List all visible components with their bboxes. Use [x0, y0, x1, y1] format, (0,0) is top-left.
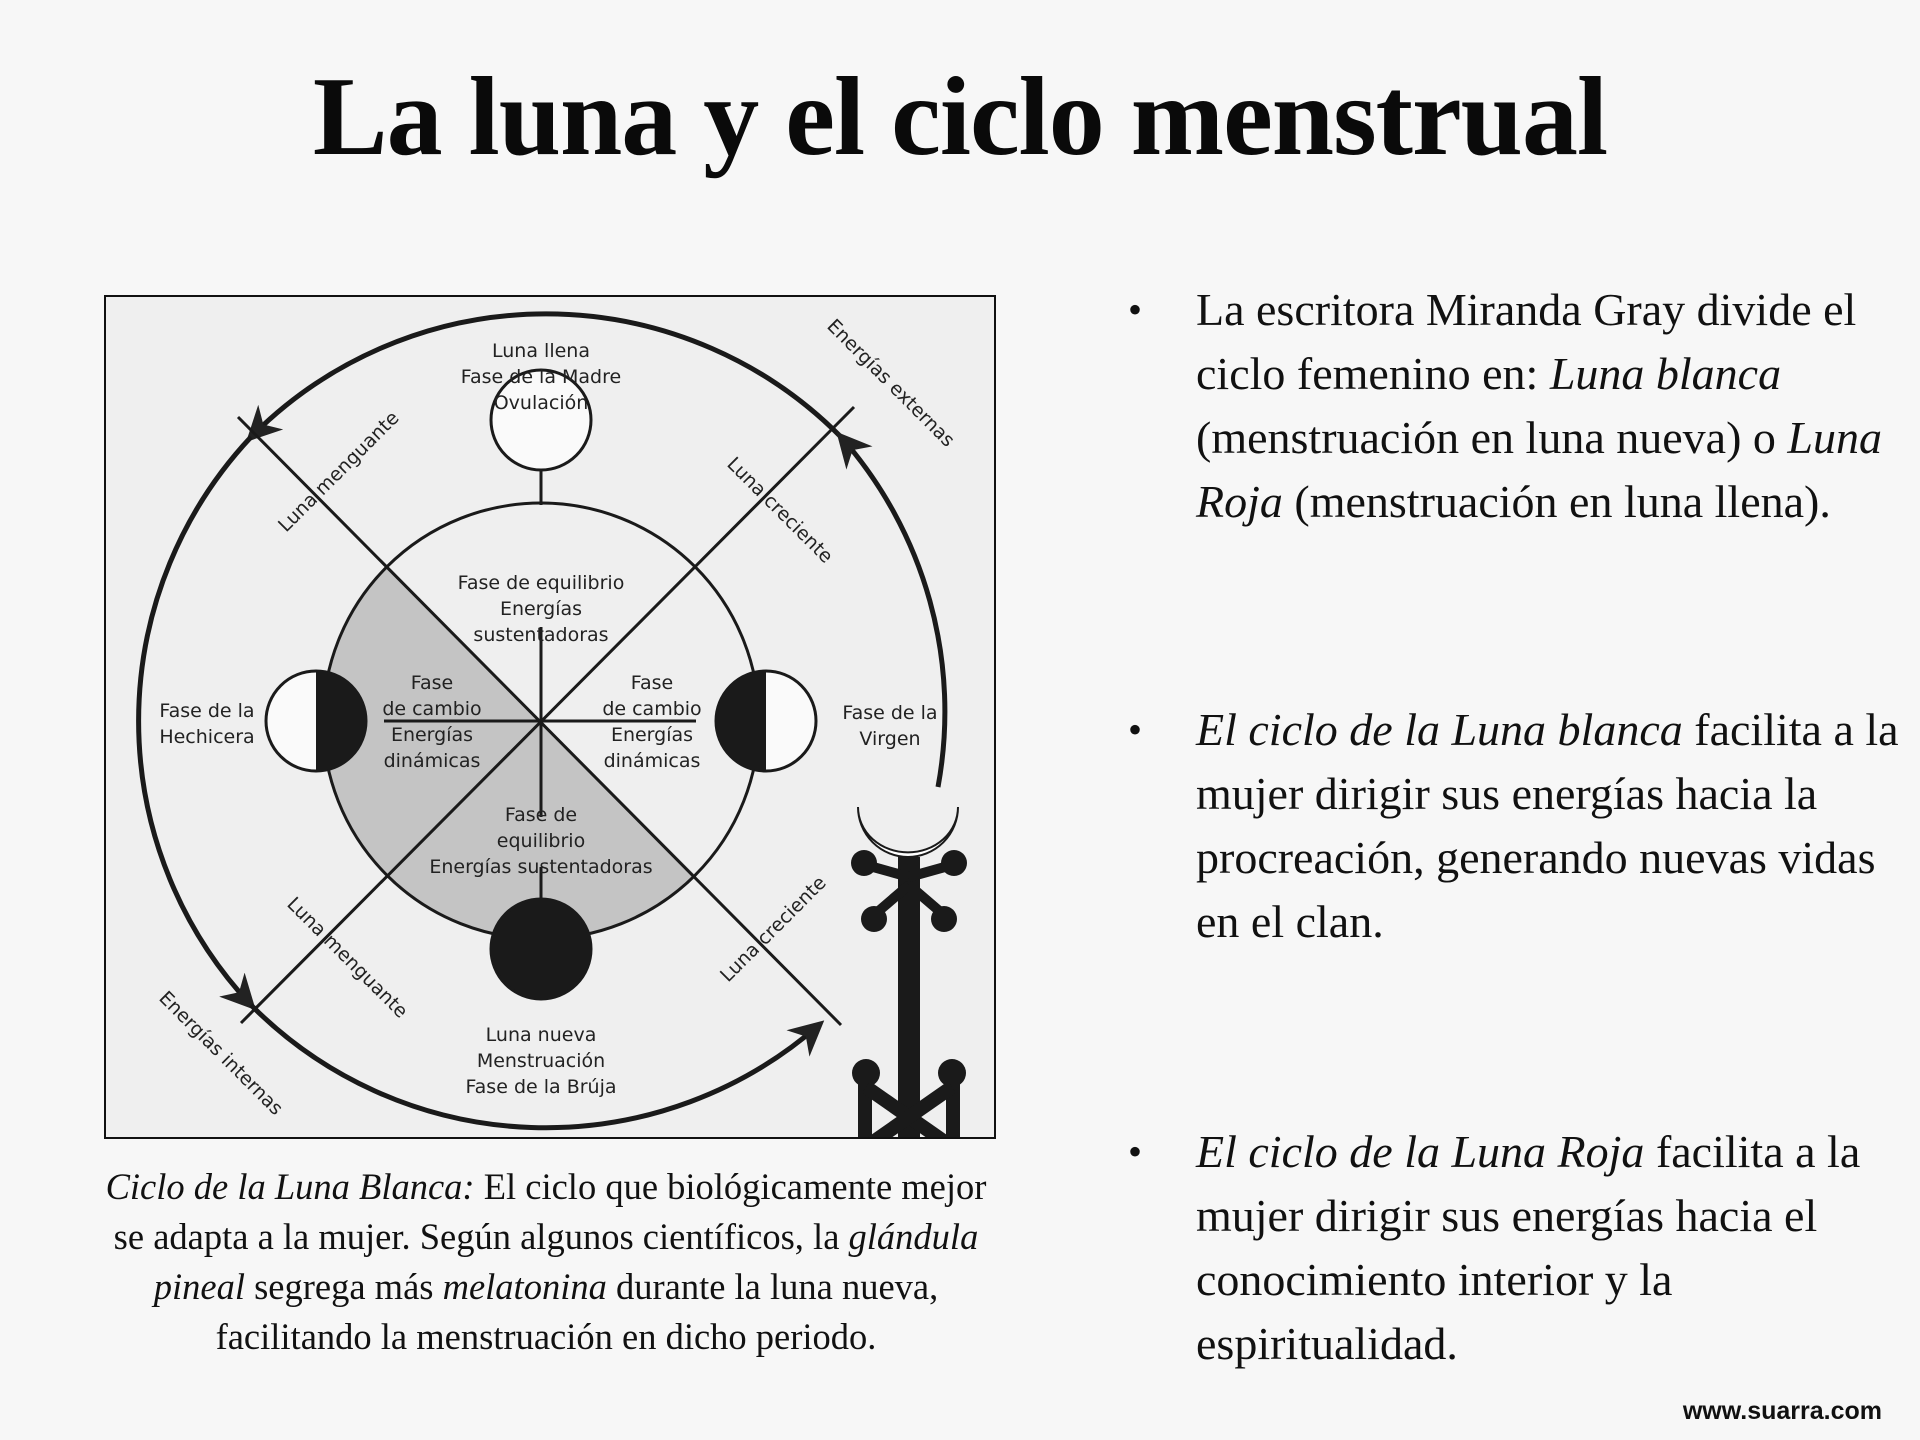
label-new-moon [465, 1024, 616, 1098]
svg-text:de cambio: de cambio [382, 698, 482, 720]
svg-text:Energías: Energías [499, 598, 583, 620]
svg-text:Fase de la Madre: Fase de la Madre [460, 366, 622, 388]
crescent-staff-icon [851, 807, 967, 1137]
label-full-moon [461, 340, 621, 414]
svg-text:Energías: Energías [390, 724, 474, 746]
figure-caption: Ciclo de la Luna Blanca: El ciclo que biológicamente mejor se adapta a la mujer. Según algunos científicos, la glándula pineal segrega más melatonina durante la luna nueva, facilitando la menstruación en dicho periodo. [105, 1166, 987, 1357]
label-diag-upper-right: Luna creciente [722, 452, 838, 568]
waning-half-moon-icon [266, 671, 366, 771]
svg-text:Fase de equilibrio: Fase de equilibrio [457, 572, 625, 594]
bullet-dot-icon: • [1128, 1129, 1143, 1174]
bullet-dot-icon: • [1128, 707, 1143, 752]
bullet-item-miranda-gray: • La escritora Miranda Gray divide el ciclo femenino en: Luna blanca (menstruación en luna nueva) o Luna Roja (menstruación en luna llena). [1120, 278, 1916, 534]
svg-text:Energías sustentadoras: Energías sustentadoras [429, 856, 653, 878]
svg-text:dinámicas: dinámicas [603, 750, 701, 772]
svg-text:Fase: Fase [410, 672, 454, 694]
svg-text:Fase: Fase [630, 672, 674, 694]
svg-text:Fase de la: Fase de la [159, 700, 255, 722]
caption-lead: Ciclo de la Luna Blanca: [105, 1166, 475, 1207]
svg-text:Fase de la: Fase de la [842, 702, 938, 724]
svg-text:Hechicera: Hechicera [159, 726, 255, 748]
label-right-moon [842, 702, 937, 750]
waxing-half-moon-icon [716, 671, 816, 771]
label-left-moon [159, 700, 254, 748]
svg-text:sustentadoras: sustentadoras [473, 624, 609, 646]
svg-text:Fase de la Brúja: Fase de la Brúja [465, 1076, 617, 1098]
label-diag-upper-left: Luna menguante [273, 407, 404, 537]
svg-text:de cambio: de cambio [602, 698, 702, 720]
svg-text:equilibrio: equilibrio [496, 830, 586, 852]
label-outer-lower-left: Energías internas [154, 986, 288, 1120]
label-outer-upper-right: Energías externas [822, 314, 959, 452]
label-diag-lower-left: Luna menguante [282, 892, 412, 1023]
svg-text:Ovulación: Ovulación [493, 392, 589, 414]
svg-text:Luna llena: Luna llena [492, 340, 590, 362]
new-moon-icon [491, 899, 591, 999]
moon-cycle-diagram [104, 295, 996, 1139]
label-center-top [458, 572, 625, 646]
bullet-dot-icon: • [1128, 287, 1143, 332]
svg-text:Menstruación: Menstruación [476, 1050, 606, 1072]
svg-text:Fase de: Fase de [504, 804, 578, 826]
svg-text:Energías: Energías [610, 724, 694, 746]
caption-term-melatonina: melatonina [442, 1266, 607, 1307]
watermark: www.suarra.com [1682, 1397, 1882, 1425]
bullet-item-luna-blanca: • El ciclo de la Luna blanca facilita a la mujer dirigir sus energías hacia la procreación, generando nuevas vidas en el clan. [1120, 698, 1916, 954]
label-diag-lower-right: Luna creciente [715, 871, 831, 987]
svg-text:Luna nueva: Luna nueva [485, 1024, 597, 1046]
slide-title: La luna y el ciclo menstrual [312, 55, 1608, 179]
caption-term-pineal: glándula pineal [153, 1216, 979, 1307]
svg-text:dinámicas: dinámicas [383, 750, 481, 772]
svg-text:Virgen: Virgen [859, 728, 921, 750]
bullet-item-luna-roja: • El ciclo de la Luna Roja facilita a la mujer dirigir sus energías hacia el conocimiento interior y la espiritualidad. [1120, 1120, 1916, 1376]
